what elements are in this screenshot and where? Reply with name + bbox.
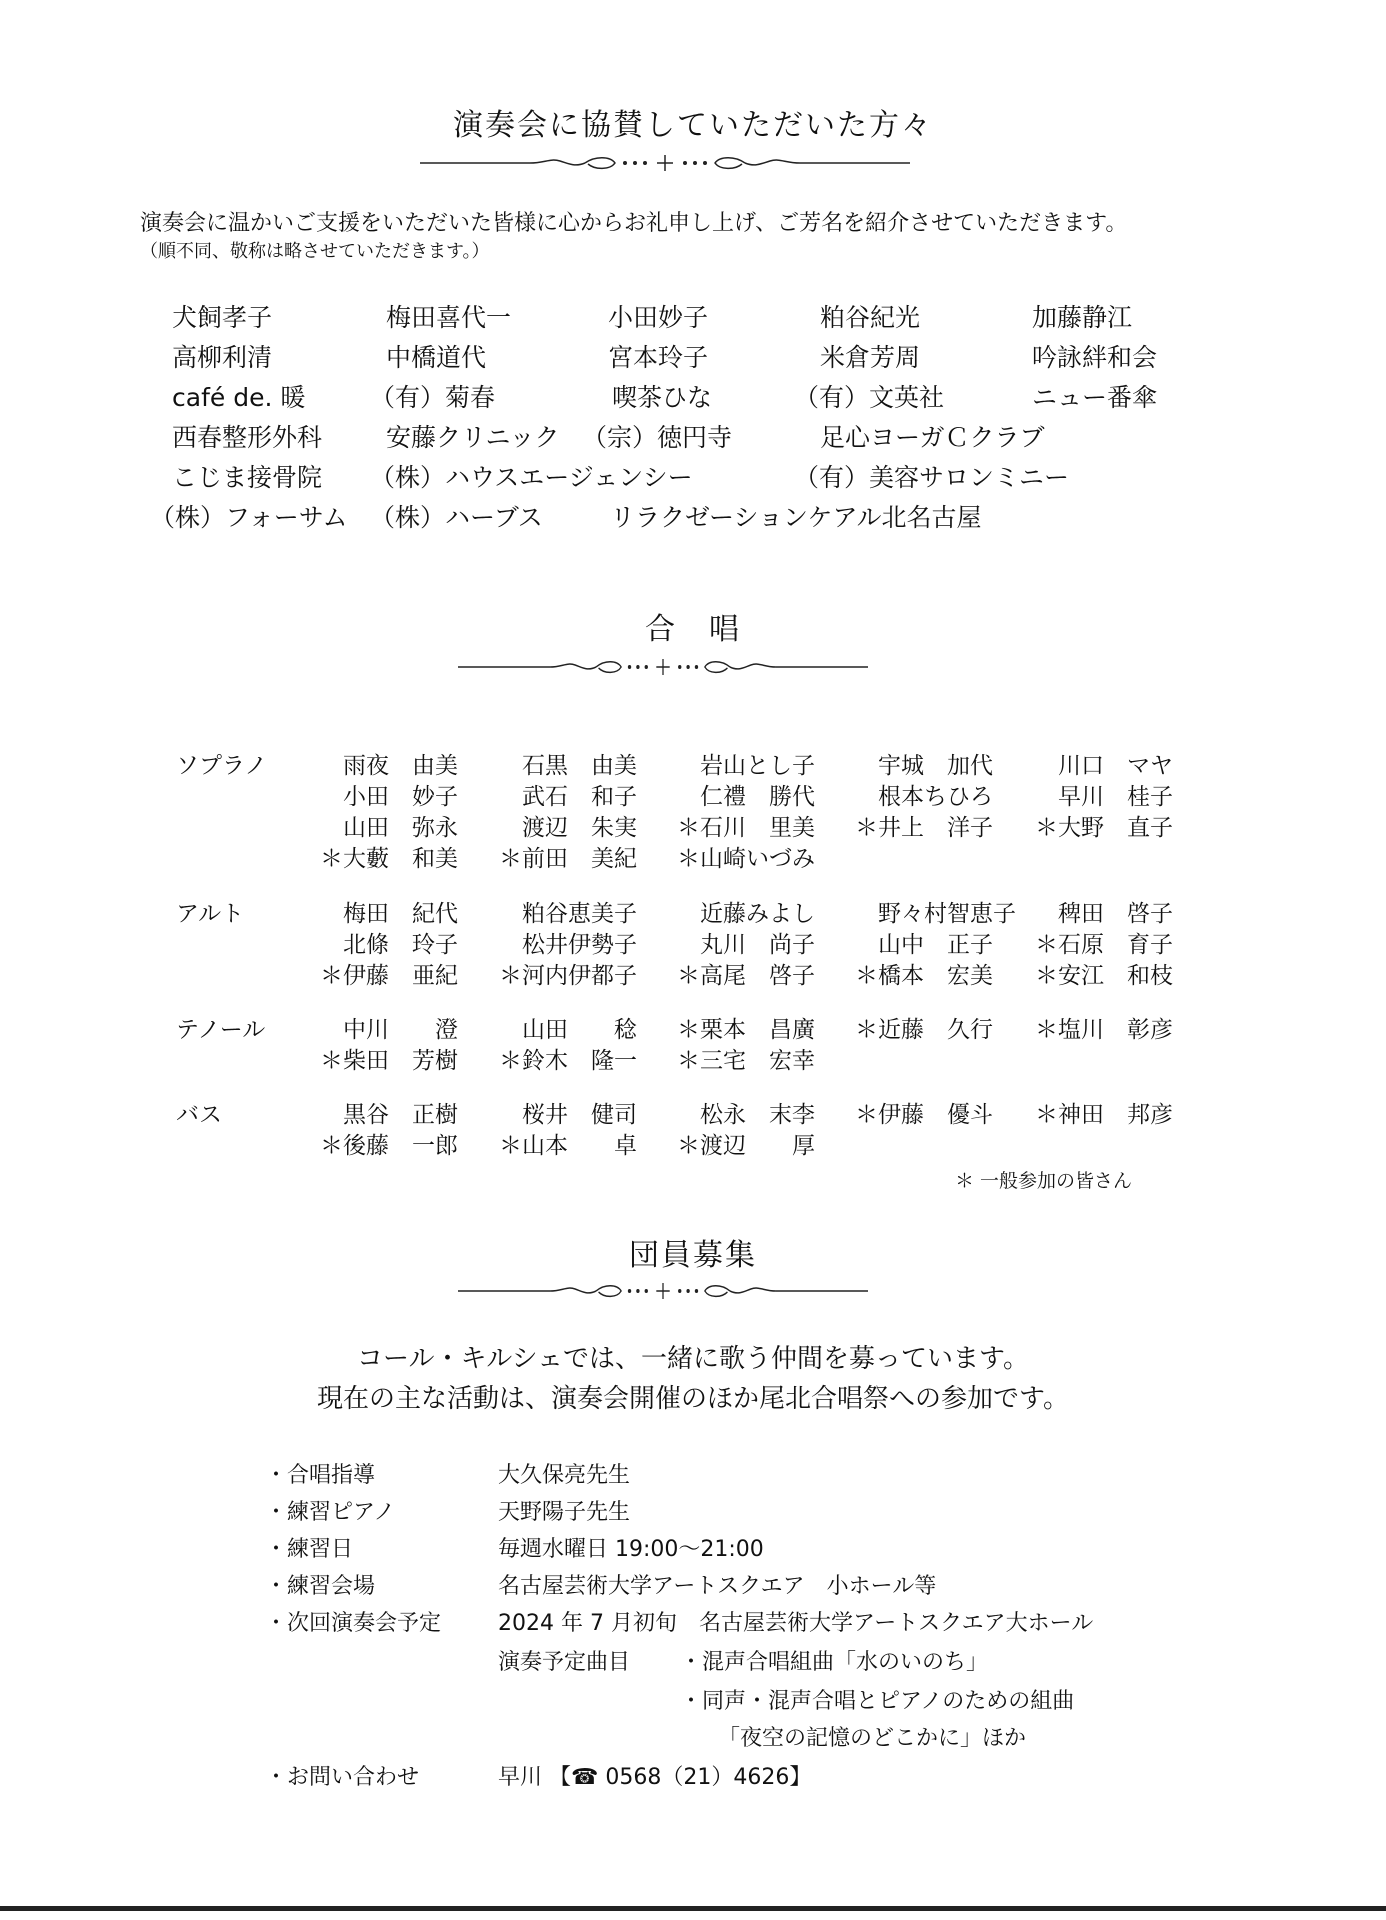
sponsor-name: 喫茶ひな bbox=[612, 383, 713, 412]
info-label: ・練習日 bbox=[265, 1537, 354, 1562]
program-label: 演奏予定曲目 bbox=[498, 1650, 631, 1675]
member-name: 仁禮 勝代 bbox=[700, 784, 815, 810]
program-item: ・同声・混声合唱とピアノのための組曲 bbox=[680, 1689, 1075, 1714]
member-name: 石黒 由美 bbox=[522, 753, 637, 779]
sponsor-name: 小田妙子 bbox=[608, 303, 709, 332]
sponsor-name: （株）ハウスエージェンシー bbox=[370, 463, 693, 492]
member-name: 根本ちひろ bbox=[878, 784, 993, 810]
info-label: ・練習ピアノ bbox=[265, 1500, 396, 1525]
member-name: 稗田 啓子 bbox=[1058, 901, 1173, 927]
member-name: ＊石原 育子 bbox=[1035, 932, 1173, 958]
sponsors-note: （順不同、敬称は略させていただきます。） bbox=[140, 241, 490, 262]
member-name: ＊河内伊都子 bbox=[499, 963, 637, 989]
member-name: ＊山崎いづみ bbox=[677, 846, 815, 872]
member-name: 桜井 健司 bbox=[522, 1102, 637, 1128]
recruit-message: コール・キルシェでは、一緒に歌う仲間を募っています。 bbox=[357, 1344, 1029, 1374]
member-name: 山田 弥永 bbox=[343, 815, 458, 841]
info-label: ・練習会場 bbox=[265, 1574, 376, 1599]
member-name: ＊近藤 久行 bbox=[855, 1017, 993, 1043]
member-name: ＊鈴木 隆一 bbox=[499, 1048, 637, 1074]
member-name: 山中 正子 bbox=[878, 932, 993, 958]
member-name: ＊渡辺 厚 bbox=[677, 1133, 815, 1159]
part-label-bass: バス bbox=[176, 1102, 222, 1128]
choir-title: 合 唱 bbox=[645, 612, 741, 647]
member-name: ＊井上 洋子 bbox=[855, 815, 993, 841]
sponsor-name: 梅田喜代一 bbox=[386, 303, 512, 332]
sponsor-name: café de. 暖 bbox=[172, 383, 306, 412]
member-name: ＊栗本 昌廣 bbox=[677, 1017, 815, 1043]
program-item: 「夜空の記憶のどこかに」ほか bbox=[718, 1726, 1027, 1751]
sponsor-name: （宗）徳円寺 bbox=[582, 423, 733, 452]
member-name: ＊橋本 宏美 bbox=[855, 963, 993, 989]
recruit-title: 団員募集 bbox=[629, 1238, 757, 1273]
member-name: 武石 和子 bbox=[522, 784, 637, 810]
member-name: 丸川 尚子 bbox=[700, 932, 815, 958]
member-name: ＊大藪 和美 bbox=[320, 846, 458, 872]
member-name: ＊前田 美紀 bbox=[499, 846, 637, 872]
member-name: 川口 マヤ bbox=[1058, 753, 1173, 779]
member-name: 近藤みよし bbox=[700, 901, 815, 927]
member-name: 山田 稔 bbox=[522, 1017, 637, 1043]
member-name: 岩山とし子 bbox=[700, 753, 815, 779]
part-label-alto: アルト bbox=[176, 901, 245, 927]
info-value: 2024 年 7 月初旬 名古屋芸術大学アートスクエア大ホール bbox=[498, 1611, 1094, 1636]
sponsor-name: ニュー番傘 bbox=[1032, 383, 1158, 412]
sponsor-name: 粕谷紀光 bbox=[820, 303, 921, 332]
info-value: 毎週水曜日 19:00～21:00 bbox=[498, 1537, 764, 1562]
sponsor-name: 西春整形外科 bbox=[172, 423, 323, 452]
member-name: ＊柴田 芳樹 bbox=[320, 1048, 458, 1074]
sponsor-name: （有）文英社 bbox=[794, 383, 945, 412]
member-name: ＊大野 直子 bbox=[1035, 815, 1173, 841]
member-name: 早川 桂子 bbox=[1058, 784, 1173, 810]
member-name: 中川 澄 bbox=[343, 1017, 458, 1043]
member-name: ＊塩川 彰彦 bbox=[1035, 1017, 1173, 1043]
member-name: ＊後藤 一郎 bbox=[320, 1133, 458, 1159]
recruit-message: 現在の主な活動は、演奏会開催のほか尾北合唱祭への参加です。 bbox=[317, 1384, 1069, 1414]
sponsor-name: 米倉芳周 bbox=[820, 343, 921, 372]
sponsors-title: 演奏会に協賛していただいた方々 bbox=[453, 108, 933, 143]
info-value: 天野陽子先生 bbox=[498, 1500, 631, 1525]
sponsor-name: （株）ハーブス bbox=[370, 503, 543, 532]
part-label-soprano: ソプラノ bbox=[176, 753, 268, 779]
contact-label: ・お問い合わせ bbox=[265, 1765, 420, 1790]
member-name: ＊安江 和枝 bbox=[1035, 963, 1173, 989]
member-name: ＊高尾 啓子 bbox=[677, 963, 815, 989]
ornament-divider bbox=[420, 152, 910, 174]
sponsor-name: （株）フォーサム bbox=[150, 503, 348, 532]
member-name: ＊山本 卓 bbox=[499, 1133, 637, 1159]
member-name: ＊神田 邦彦 bbox=[1035, 1102, 1173, 1128]
ornament-divider bbox=[458, 656, 868, 678]
member-name: 宇城 加代 bbox=[878, 753, 993, 779]
info-label: ・合唱指導 bbox=[265, 1463, 376, 1488]
member-name: 北條 玲子 bbox=[343, 932, 458, 958]
sponsors-intro: 演奏会に温かいご支援をいただいた皆様に心からお礼申し上げ、ご芳名を紹介させていただきます。 bbox=[140, 211, 1128, 236]
info-value: 大久保亮先生 bbox=[498, 1463, 631, 1488]
member-name: 渡辺 朱実 bbox=[522, 815, 637, 841]
member-name: ＊伊藤 優斗 bbox=[855, 1102, 993, 1128]
general-participant-legend: ＊ 一般参加の皆さん bbox=[955, 1170, 1133, 1192]
sponsor-name: こじま接骨院 bbox=[172, 463, 323, 492]
sponsor-name: （有）美容サロンミニー bbox=[794, 463, 1070, 492]
member-name: ＊石川 里美 bbox=[677, 815, 815, 841]
member-name: 粕谷恵美子 bbox=[522, 901, 637, 927]
info-label: ・次回演奏会予定 bbox=[265, 1611, 442, 1636]
member-name: 黒谷 正樹 bbox=[343, 1102, 458, 1128]
member-name: 小田 妙子 bbox=[343, 784, 458, 810]
member-name: 松井伊勢子 bbox=[522, 932, 637, 958]
member-name: 野々村智恵子 bbox=[878, 901, 1016, 927]
member-name: 梅田 紀代 bbox=[343, 901, 458, 927]
ornament-divider bbox=[458, 1280, 868, 1302]
member-name: 雨夜 由美 bbox=[343, 753, 458, 779]
part-label-tenor: テノール bbox=[176, 1017, 266, 1043]
sponsor-name: 中橋道代 bbox=[386, 343, 487, 372]
member-name: ＊伊藤 亜紀 bbox=[320, 963, 458, 989]
sponsor-name: 加藤静江 bbox=[1032, 303, 1133, 332]
sponsor-name: （有）菊春 bbox=[370, 383, 496, 412]
sponsor-name: 足心ヨーガＣクラブ bbox=[820, 423, 1045, 452]
sponsor-name: 安藤クリニック bbox=[386, 423, 560, 452]
sponsor-name: リラクゼーションケアル北名古屋 bbox=[610, 503, 982, 532]
member-name: ＊三宅 宏幸 bbox=[677, 1048, 815, 1074]
contact-value: 早川 【☎ 0568（21）4626】 bbox=[498, 1765, 812, 1790]
sponsor-name: 高柳利清 bbox=[172, 343, 273, 372]
bottom-rule bbox=[0, 1906, 1386, 1911]
program-item: ・混声合唱組曲「水のいのち」 bbox=[680, 1650, 989, 1675]
info-value: 名古屋芸術大学アートスクエア 小ホール等 bbox=[498, 1574, 937, 1599]
sponsor-name: 宮本玲子 bbox=[608, 343, 709, 372]
sponsor-name: 吟詠絆和会 bbox=[1032, 343, 1158, 372]
member-name: 松永 末李 bbox=[700, 1102, 815, 1128]
sponsor-name: 犬飼孝子 bbox=[172, 303, 273, 332]
